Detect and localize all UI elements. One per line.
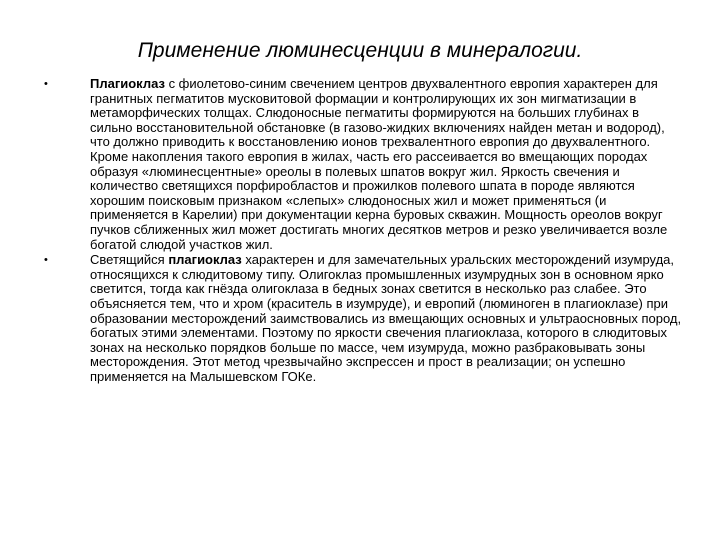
bullet-item-plagioclase-pegmatites	[44, 77, 684, 252]
slide-title: Применение люминесценции в минералогии.	[137, 39, 583, 62]
paragraph-text: характерен и для замечательных уральских месторождений изумруда, относящихся к слюдитовому типу. Олигоклаз промышленных изумрудных зон в основном ярко светится, тогда как гнёзда олигоклаза в бедных зонах светится в несколько раз слабее. Это объясняется тем, что и хром (краситель в изумруде), и европий (люминоген в плагиоклазе) при образовании месторождений заимствовались из вмещающих основных и ультраосновных пород, богатых этими элементами. Поэтому по яркости свечения плагиоклаза, которого в слюдитовых зонах на несколько порядков больше по массе, чем изумруда, можно разбраковывать зоны месторождения. Этот метод чрезвычайно экспрессен и прост в реализации; он успешно применяется на Малышевском ГОКе.	[90, 252, 682, 384]
bullet-list	[44, 77, 684, 385]
bullet-marker: •	[44, 78, 48, 90]
paragraph-text: с фиолетово-синим свечением центров двухвалентного европия характерен для гранитных пегматитов мусковитовой формации и контролирующих их зон мигматизации в метаморфических толщах. Слюдоносные пегматиты формируются на больших глубинах в сильно восстановительной обстановке (в газово-жидких включениях найден метан и водород), что должно приводить к восстановлению ионов трехвалентного европия до двухвалентного. Кроме накопления такого европия в жилах, часть его рассеивается во вмещающих породах образуя «люминесцентные» ореолы в полевых шпатов вокруг жил. Яркость свечения и количество светящихся порфиробластов и прожилков полевого шпата в породе являются хорошим поисковым признаком «слепых» слюдоносных жил и может применяться (и применяется в Карелии) при документации керна буровых скважин. Мощность ореолов вокруг пучков сближенных жил может достигать многих десятков метров и резко увеличивается возле богатой слюдой участков жил.	[90, 76, 668, 252]
term-plagioclase: Плагиоклаз	[90, 76, 165, 91]
term-plagioclase: плагиоклаз	[168, 252, 242, 268]
bullet-item-plagioclase-emerald	[44, 253, 684, 384]
bullet-marker: •	[44, 254, 48, 267]
paragraph-intro: Светящийся	[90, 252, 169, 268]
